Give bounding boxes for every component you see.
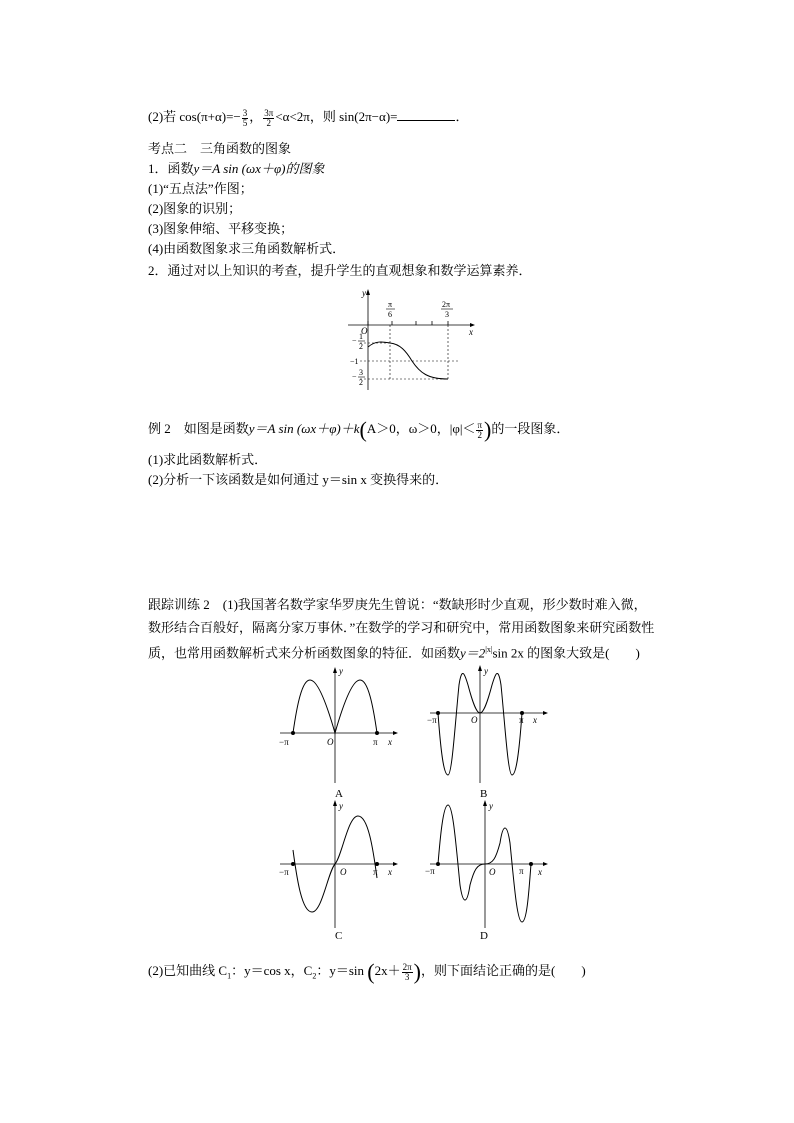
svg-text:−π: −π xyxy=(425,866,435,876)
option-b-label[interactable]: B xyxy=(480,788,488,800)
section-title: 考点二 三角函数的图象 xyxy=(148,141,292,156)
svg-text:y: y xyxy=(489,801,493,811)
option-a-label[interactable]: A xyxy=(335,788,343,800)
svg-text:1: 1 xyxy=(359,332,363,341)
example-2-part-2: (2)分析一下该函数是如何通过 y＝sin x 变换得来的． xyxy=(148,472,449,487)
svg-text:O: O xyxy=(489,867,496,877)
sub-item-1: (1)“五点法”作图； xyxy=(148,181,253,196)
svg-text:6: 6 xyxy=(388,310,392,319)
svg-text:π: π xyxy=(388,300,393,309)
svg-text:π: π xyxy=(373,867,378,877)
training-2-line-1: 跟踪训练 2 (1)我国著名数学家华罗庚先生曾说：“数缺形时少直观，形少数时难入微， xyxy=(148,597,647,612)
svg-text:3: 3 xyxy=(359,368,363,377)
svg-text:−: − xyxy=(352,372,357,381)
svg-text:2: 2 xyxy=(359,342,363,351)
training-2-line-3: 质，也常用函数解析式来分析函数图象的特征．如函数$y=2^{|x|}\sin$ 2x 的图象大致是( ) xyxy=(148,645,640,661)
svg-text:y: y xyxy=(339,801,343,811)
question-2-line: (2)若 cos(π+α)=− $\frac{3}{5}$ ， $\frac{3\pi}{2}$ <α<2π，则 sin(2π−α)= ． xyxy=(148,107,469,128)
option-b-graph[interactable] xyxy=(425,665,555,785)
question-2-prefix: (2)若 cos(π+α)=− xyxy=(148,109,241,124)
fraction-2pi-3: $\frac{2\pi}{3}$ xyxy=(402,961,412,982)
option-c-label[interactable]: C xyxy=(335,930,343,942)
option-d-label[interactable]: D xyxy=(480,930,488,942)
svg-text:π: π xyxy=(519,866,524,876)
sine-curve xyxy=(368,342,448,379)
svg-text:−1: −1 xyxy=(350,357,359,366)
example-2-part-1: (1)求此函数解析式． xyxy=(148,452,268,467)
svg-text:3: 3 xyxy=(445,310,449,319)
example-2-statement: 例 2 如图是函数y＝A sin (ωx＋φ)＋k(A＞0，ω＞0，|φ|＜ $\frac{\pi}{2}$ )的一段图象． xyxy=(148,417,570,443)
item-2: 2．通过对以上知识的考查，提升学生的直观想象和数学运算素养． xyxy=(148,263,532,278)
fraction-pi-2: $\frac{\pi}{2}$ xyxy=(477,419,483,440)
svg-text:−π: −π xyxy=(279,737,289,747)
training-2-part-2: (2)已知曲线 $C_1$：y＝cos x，$C_2$：y＝sin (2x＋ $\frac{2\pi}{3}$ )，则下面结论正确的是( ) xyxy=(148,959,586,985)
svg-text:−π: −π xyxy=(427,715,437,725)
svg-text:2: 2 xyxy=(359,378,363,387)
example-2-graph xyxy=(340,285,485,395)
sub-item-3: (3)图象伸缩、平移变换； xyxy=(148,221,294,236)
svg-text:y: y xyxy=(339,666,343,676)
svg-text:O: O xyxy=(340,867,347,877)
fraction-3-5: $\frac{3}{5}$ xyxy=(242,107,248,128)
svg-text:π: π xyxy=(373,737,378,747)
svg-text:x: x xyxy=(388,737,392,747)
svg-text:−: − xyxy=(352,336,357,345)
svg-text:x: x xyxy=(533,715,537,725)
svg-text:x: x xyxy=(538,867,542,877)
answer-blank[interactable] xyxy=(397,108,455,121)
svg-text:y: y xyxy=(362,288,366,298)
fraction-3pi-2: $\frac{3\pi}{2}$ xyxy=(264,107,274,128)
svg-text:O: O xyxy=(361,326,368,336)
sub-item-4: (4)由函数图象求三角函数解析式． xyxy=(148,241,346,256)
svg-text:y: y xyxy=(484,666,488,676)
option-a-graph[interactable] xyxy=(275,665,405,785)
svg-text:−π: −π xyxy=(279,867,289,877)
svg-text:π: π xyxy=(519,715,524,725)
svg-text:x: x xyxy=(469,327,473,337)
svg-text:2π: 2π xyxy=(442,300,451,309)
training-2-line-2: 数形结合百般好，隔离分家万事休．”在数学的学习和研究中，常用函数图象来研究函数性 xyxy=(148,620,655,635)
option-d-graph[interactable] xyxy=(425,800,555,930)
svg-text:O: O xyxy=(327,737,334,747)
option-c-graph[interactable] xyxy=(275,800,405,930)
svg-text:x: x xyxy=(388,867,392,877)
item-1: 1．函数y＝A sin (ωx＋φ)的图象 xyxy=(148,161,325,176)
svg-text:O: O xyxy=(471,715,478,725)
sub-item-2: (2)图象的识别； xyxy=(148,201,242,216)
